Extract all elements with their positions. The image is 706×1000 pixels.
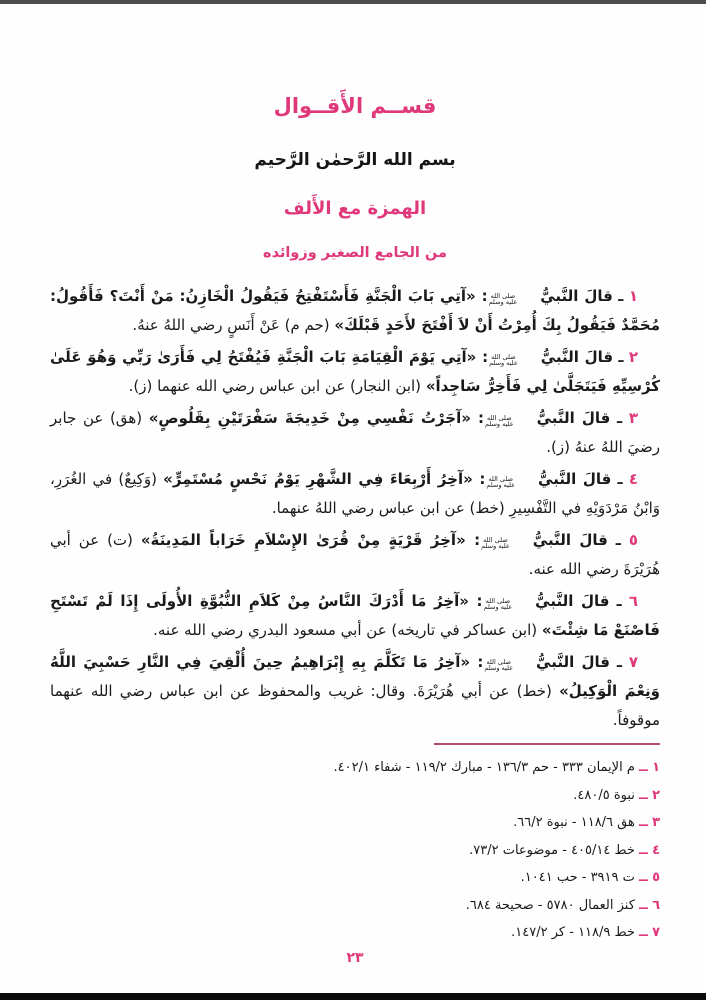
footnotes-section — [50, 743, 660, 947]
hadith-text: : «آتِي بَابَ الْجَنَّةِ فَأَسْتَفْتِحُ فَيَقُولُ الْخَازِنُ: مَنْ أَنْتَ؟ فَأَقُولُ: مُحَمَّدٌ فَيَقُولُ بِكَ أُمِرْتُ أَنْ لاَ أَفْتَحَ لأَحَدٍ قَبْلَكَ» — [50, 287, 660, 335]
footnote-number: ٣ — [652, 815, 660, 831]
section-title: قســم الأَقــوال — [273, 94, 437, 118]
hadith-citation: (ابن النجار) عن ابن عباس رضي الله عنهما (ز). — [128, 377, 422, 396]
footnote-number: ١ — [652, 760, 660, 776]
footnote-7 — [50, 919, 660, 947]
pbuh-line1: صلى الله — [486, 658, 511, 667]
pbuh-emblem — [489, 354, 540, 366]
number-dash: ـ — [616, 592, 622, 611]
number-dash: ـ — [618, 287, 624, 306]
footnote-text: ت ٣٩١٩ - حب ١٠٤١. — [520, 870, 635, 886]
pbuh-emblem — [484, 598, 535, 610]
footnote-3 — [50, 809, 660, 837]
hadith-entry-7 — [50, 648, 660, 735]
hadith-number: ١ — [628, 287, 638, 306]
number-dash: ـ — [615, 531, 621, 550]
footnote-5 — [50, 864, 660, 892]
hadith-text: : «آخِرُ مَا أَدْرَكَ النَّاسُ مِنْ كَلاَمِ النُّبُوَّةِ الأُولَى إِذَا لَمْ تَسْتَحِ فَاصْنَعْ مَا شِئْتَ» — [50, 592, 660, 640]
hadith-entry-4 — [50, 465, 660, 523]
footnote-number: ٤ — [652, 842, 660, 858]
hadith-citation: (حم م) عَنْ أَنَسٍ رضي اللهُ عنهُ. — [132, 316, 330, 335]
footnote-text: خط ٤٠٥/١٤ - موضوعات ٧٣/٢. — [469, 842, 635, 858]
footnote-dash: ــ — [639, 787, 648, 803]
footnote-1 — [50, 754, 660, 782]
hadith-citation: (خط) عن أبي هُرَيْرَةَ. وقال: غريب والمحفوظ عن ابن عباس رضي الله عنهما موقوفاً. — [50, 682, 660, 730]
footnote-text: هق ١١٨/٦ - نبوة ٦٦/٢. — [513, 815, 635, 831]
footnote-4 — [50, 837, 660, 865]
hadith-lead: قالَ النَّبيُّ — [536, 653, 610, 672]
footnote-dash: ــ — [639, 897, 648, 913]
hadith-number: ٢ — [628, 348, 638, 367]
chapter-title: الهمزة مع الأَلف — [283, 198, 427, 220]
hadith-number: ٤ — [628, 470, 638, 489]
footnote-dash: ــ — [639, 760, 648, 776]
scan-edge-bottom — [0, 993, 706, 1000]
pbuh-emblem — [485, 415, 536, 427]
pbuh-line1: صلى الله — [485, 597, 511, 606]
hadith-citation: (ابن عساكر في تاريخه) عن أبي مسعود البدري رضي الله عنه. — [153, 621, 538, 640]
footnote-number: ٢ — [652, 787, 660, 803]
pbuh-line1: صلى الله — [483, 536, 508, 545]
hadith-number: ٣ — [628, 409, 638, 428]
source-subtitle: من الجامع الصغير وزوائده — [263, 245, 447, 262]
pbuh-line2: عليه وسلم — [483, 603, 513, 612]
hadith-lead: قالَ النَّبيُّ — [536, 409, 611, 428]
hadith-list — [50, 282, 660, 735]
hadith-number: ٧ — [628, 653, 638, 672]
hadith-citation: (هق) عن جابر رضيَ اللهُ عنهُ (ز). — [50, 409, 660, 457]
pbuh-line2: عليه وسلم — [484, 664, 514, 673]
footnote-dash: ــ — [639, 815, 648, 831]
hadith-citation: (وَكِيعٌ) في الغُرَرِ، وَابْنُ مَرْدَوَيْهِ في التَّفْسِيرِ (خط) عن ابن عباس رضي اللهُ عنهما. — [50, 470, 660, 518]
hadith-entry-1 — [50, 282, 660, 340]
pbuh-line2: عليه وسلم — [489, 359, 518, 368]
hadith-text: : «آجَرْتُ نَفْسِي مِنْ خَدِيجَةَ سَفْرَتَيْنِ بِقَلُوصٍ» — [148, 409, 484, 428]
page-number: ٢٣ — [346, 949, 364, 966]
number-dash: ـ — [617, 470, 623, 489]
pbuh-emblem — [481, 537, 532, 549]
footnote-2 — [50, 782, 660, 810]
footnote-number: ٦ — [652, 897, 660, 913]
number-dash: ـ — [618, 348, 624, 367]
footnote-dash: ــ — [639, 925, 648, 941]
hadith-lead: قالَ النَّبيُّ — [532, 531, 608, 550]
footnote-number: ٧ — [652, 925, 660, 941]
hadith-entry-5 — [50, 526, 660, 584]
hadith-number: ٥ — [628, 531, 638, 550]
scan-edge-top — [0, 0, 706, 4]
hadith-text: : «آخِرُ قَرْيَةٍ مِنْ قُرَىٰ الإِسْلاَمِ خَرَاباً المَدِينَةُ» — [140, 531, 481, 550]
hadith-citation: (ت) عن أبي هُرَيْرَةَ رضي الله عنه. — [50, 531, 660, 579]
hadith-lead: قالَ النَّبيُّ — [538, 470, 612, 489]
hadith-text: : «آتِي يَوْمَ الْقِيَامَةِ بَابَ الْجَنَّةِ فَيُفْتَحُ لِي فَأَرَىٰ رَبِّي وَهُوَ عَلَىٰ كُرْسِيِّهِ فَيَتَجَلَّىٰ لِي فَأَخِرُّ سَاجِداً» — [50, 348, 660, 396]
hadith-lead: قالَ النَّبيُّ — [535, 592, 610, 611]
pbuh-line2: عليه وسلم — [485, 420, 514, 429]
pbuh-line1: صلى الله — [490, 292, 516, 301]
hadith-entry-6 — [50, 587, 660, 645]
footnote-dash: ــ — [639, 842, 648, 858]
hadith-entry-3 — [50, 404, 660, 462]
footnote-text: نبوة ٤٨٠/٥. — [573, 787, 635, 803]
pbuh-line1: صلى الله — [487, 414, 512, 423]
footnote-text: م الإيمان ٣٣٣ - حم ١٣٦/٣ - مبارك ١١٩/٢ - شفاء ٤٠٢/١. — [333, 760, 635, 776]
footnote-separator — [434, 743, 660, 745]
hadith-text: : «آخِرُ مَا تَكَلَّمَ بِهِ إِبْرَاهِيمُ حِينَ أُلْقِيَ فِي النَّارِ حَسْبِيَ اللَّهُ وَنِعْمَ الْوَكِيلُ» — [50, 653, 660, 701]
pbuh-line1: صلى الله — [488, 475, 514, 484]
number-dash: ـ — [616, 653, 622, 672]
footnote-number: ٥ — [652, 870, 660, 886]
footnote-6 — [50, 892, 660, 920]
hadith-lead: قالَ النَّبيُّ — [540, 348, 614, 367]
pbuh-emblem — [484, 659, 535, 671]
pbuh-line2: عليه وسلم — [486, 481, 516, 490]
pbuh-emblem — [486, 476, 537, 488]
number-dash: ـ — [617, 409, 623, 428]
footnote-dash: ــ — [639, 870, 648, 886]
hadith-entry-2 — [50, 343, 660, 401]
basmala: بسم الله الرَّحمٰن الرَّحيم — [254, 150, 456, 171]
pbuh-emblem — [489, 293, 540, 305]
hadith-lead: قالَ النَّبيُّ — [540, 287, 613, 306]
hadith-text: : «آخِرُ أَرْبِعَاءَ فِي الشَّهْرِ يَوْمُ نَحْسٍ مُسْتَمِرٍّ» — [163, 470, 486, 489]
hadith-number: ٦ — [628, 592, 638, 611]
pbuh-line2: عليه وسلم — [481, 542, 510, 551]
footnote-text: كنز العمال ٥٧٨٠ - صحيحة ٦٨٤. — [465, 897, 635, 913]
pbuh-line1: صلى الله — [491, 353, 516, 362]
pbuh-line2: عليه وسلم — [488, 298, 518, 307]
page-content — [0, 94, 706, 966]
footnote-text: خط ١١٨/٩ - كر ١٤٧/٢. — [511, 925, 635, 941]
